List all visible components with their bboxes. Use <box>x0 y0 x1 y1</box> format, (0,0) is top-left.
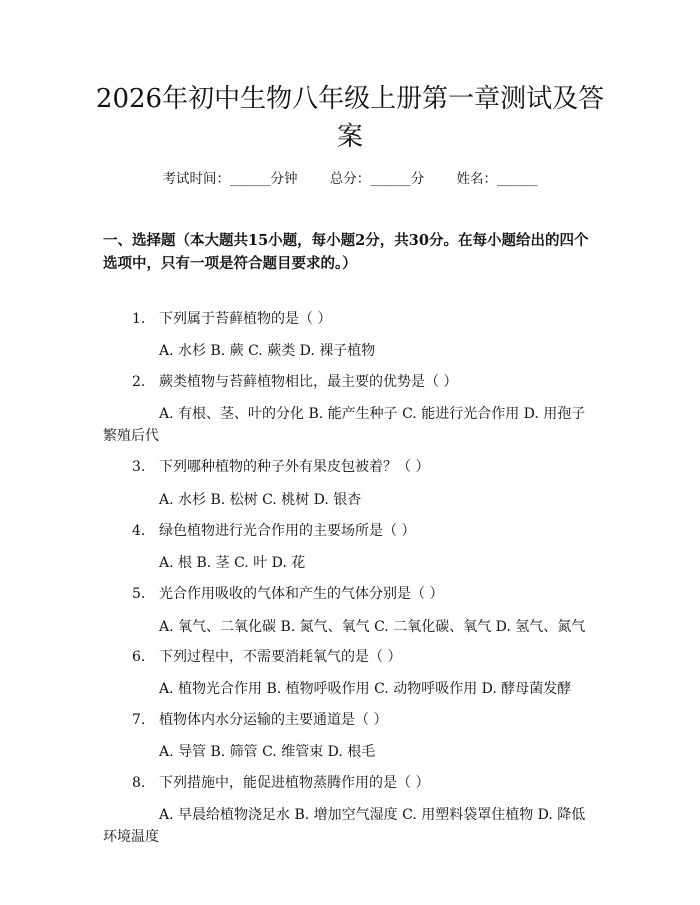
question-number: 8. <box>132 775 146 791</box>
section-heading-multiple-choice: 一、选择题（本大题共15小题，每小题2分，共30分。在每小题给出的四个选项中，只有一项是符合题目要求的。） <box>103 232 589 272</box>
question-item <box>103 520 598 542</box>
question-number: 2. <box>132 374 146 390</box>
question-item <box>103 308 598 330</box>
student-name-field: 姓名：______ <box>456 171 538 187</box>
total-score-field: 总分：______分 <box>329 171 425 187</box>
question-text: 下列哪种植物的种子外有果皮包被着？（ ） <box>159 459 430 475</box>
question-number: 7. <box>132 712 146 728</box>
question-item <box>103 583 598 605</box>
page-title: 2026年初中生物八年级上册第一章测试及答案 <box>95 84 605 152</box>
question-number: 5. <box>132 586 146 602</box>
question-text: 下列属于苔藓植物的是（ ） <box>159 311 332 327</box>
question-options: A. 导管 B. 筛管 C. 维管束 D. 根毛 <box>159 744 376 760</box>
question-text: 下列措施中，能促进植物蒸腾作用的是（ ） <box>159 775 430 791</box>
question-item <box>103 646 598 668</box>
question-text: 绿色植物进行光合作用的主要场所是（ ） <box>159 523 416 539</box>
question-options: A. 水杉 B. 蕨 C. 蕨类 D. 裸子植物 <box>159 343 376 359</box>
question-item <box>103 709 598 731</box>
question-number: 4. <box>132 523 146 539</box>
question-item <box>103 456 598 478</box>
question-options: A. 有根、茎、叶的分化 B. 能产生种子 C. 能进行光合作用 D. 用孢子繁殖后代 <box>103 406 586 444</box>
question-number: 3. <box>132 459 146 475</box>
question-text: 植物体内水分运输的主要通道是（ ） <box>159 712 388 728</box>
question-options: A. 根 B. 茎 C. 叶 D. 花 <box>159 555 306 571</box>
question-item <box>103 772 598 794</box>
question-options: A. 氧气、二氧化碳 B. 氮气、氧气 C. 二氧化碳、氧气 D. 氢气、氮气 <box>159 619 586 635</box>
question-number: 6. <box>132 649 146 665</box>
question-options: A. 早晨给植物浇足水 B. 增加空气湿度 C. 用塑料袋罩住植物 D. 降低环境温度 <box>103 807 586 845</box>
question-text: 下列过程中，不需要消耗氧气的是（ ） <box>159 649 402 665</box>
question-number: 1. <box>132 311 146 327</box>
exam-time-field: 考试时间：______分钟 <box>162 171 298 187</box>
exam-info-line <box>0 169 700 189</box>
question-options: A. 植物光合作用 B. 植物呼吸作用 C. 动物呼吸作用 D. 酵母菌发酵 <box>159 681 572 697</box>
question-text: 蕨类植物与苔藓植物相比，最主要的优势是（ ） <box>159 374 458 390</box>
question-text: 光合作用吸收的气体和产生的气体分别是（ ） <box>159 586 444 602</box>
question-item <box>103 371 598 393</box>
question-options: A. 水杉 B. 松树 C. 桃树 D. 银杏 <box>159 492 362 508</box>
